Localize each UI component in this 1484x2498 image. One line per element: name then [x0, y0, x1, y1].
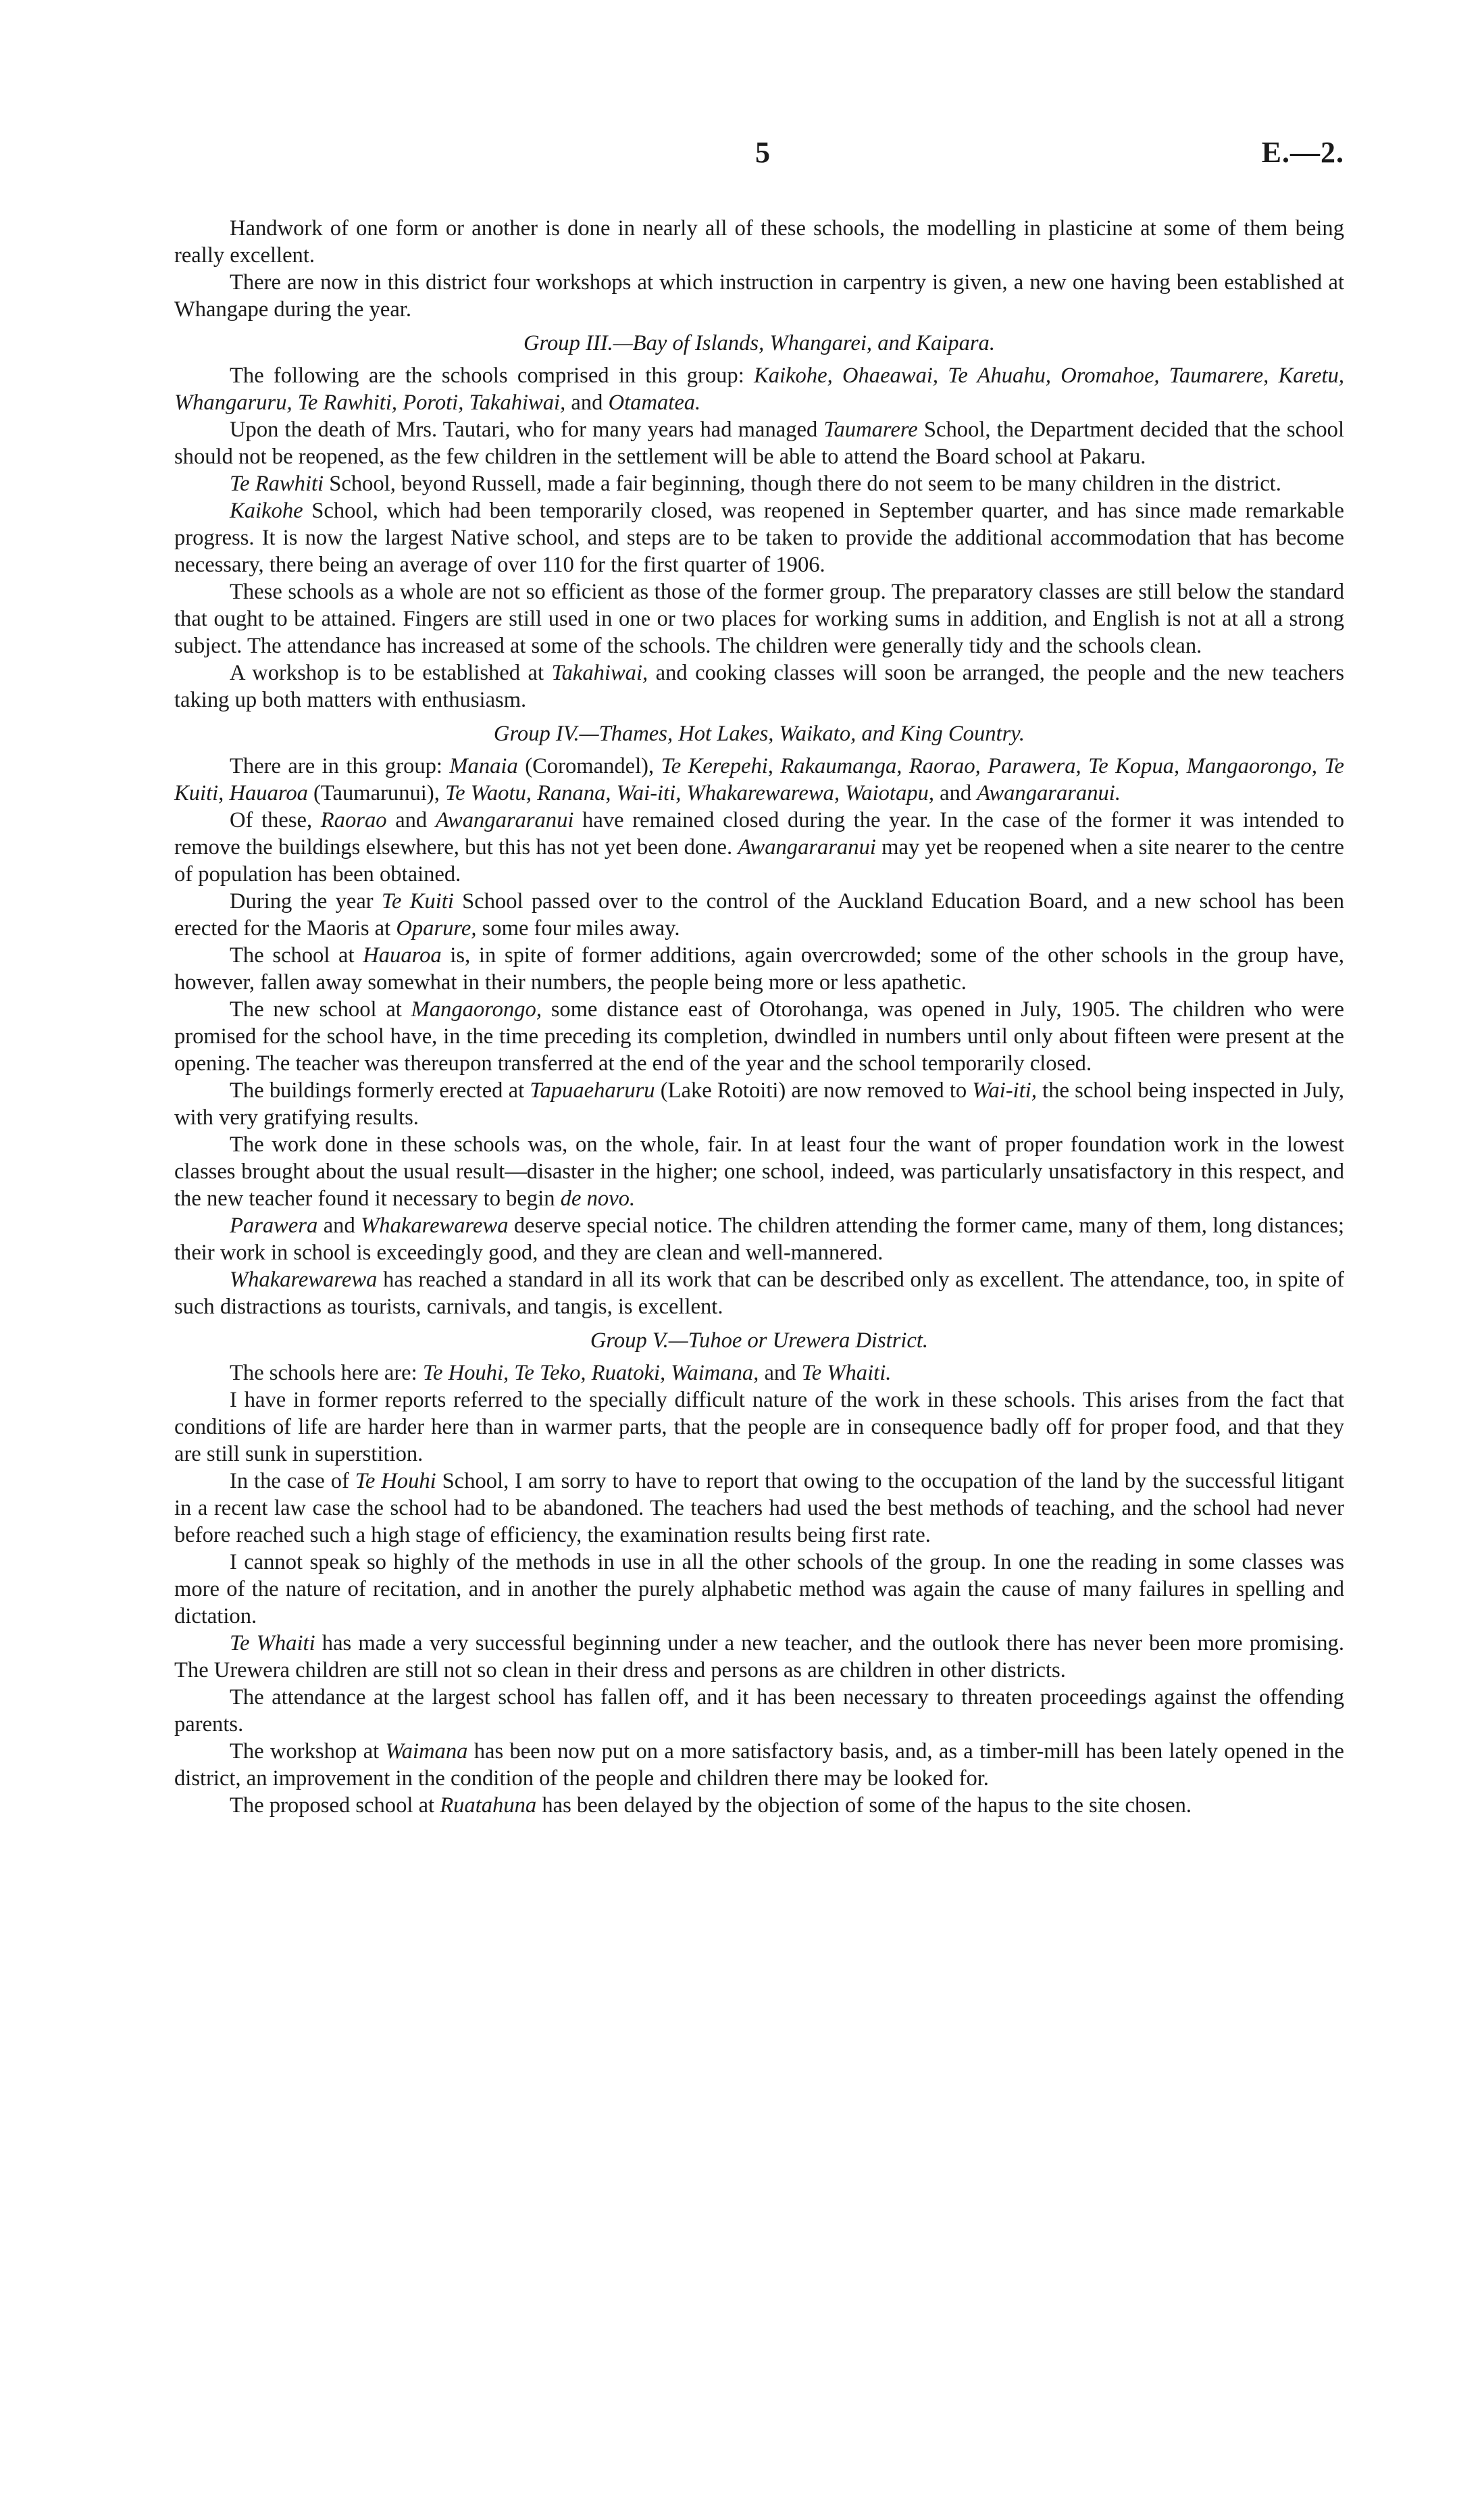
text-run: (Coromandel), — [517, 754, 661, 778]
body-paragraph — [174, 1387, 1344, 1468]
document-reference: E.—2. — [1261, 136, 1344, 169]
text-run: deserve special notice. The children attending the former came, many of them, long distances; their work in school is exceedingly good, and they are clean and well-mannered. — [174, 1214, 1345, 1265]
italic-text-run: Awangararanui — [435, 808, 574, 832]
body-paragraph — [174, 942, 1344, 996]
body-paragraph — [174, 1212, 1344, 1266]
text-run: I cannot speak so highly of the methods in use in all the other schools of the group. In one the reading in some classes was more of the nature of recitation, and in another the purely alphabetic method was again the cause of many failures in spelling and dictation. — [174, 1550, 1344, 1628]
italic-text-run: Kaikohe — [230, 499, 303, 523]
italic-text-run: Te Waotu, Ranana, Wai-iti, Whakarewarewa, Waiotapu, — [444, 781, 934, 805]
italic-text-run: Te Houhi, Te Teko, Ruatoki, Waimana, — [422, 1361, 759, 1385]
page-number: 5 — [755, 136, 770, 169]
section-heading: Group IV.—Thames, Hot Lakes, Waikato, and King Country. — [493, 722, 1025, 746]
text-run: and — [317, 1214, 361, 1238]
text-run: The attendance at the largest school has fallen off, and it has been necessary to threaten proceedings against the offending parents. — [174, 1685, 1344, 1737]
text-run: Of these, — [230, 808, 321, 832]
text-run: (Lake Rotoiti) are now removed to — [655, 1078, 973, 1103]
italic-text-run: Takahiwai, — [551, 661, 648, 685]
italic-text-run: Wai-iti, — [972, 1078, 1037, 1103]
italic-text-run: Taumarere — [823, 418, 918, 442]
body-paragraph — [174, 578, 1344, 659]
text-run: The following are the schools comprised in this group: — [230, 364, 754, 388]
text-run: The schools here are: — [230, 1361, 423, 1385]
text-run: and — [565, 391, 609, 415]
italic-text-run: Te Kuiti — [381, 889, 454, 914]
body-paragraph — [174, 470, 1344, 497]
text-run: has reached a standard in all its work that can be described only as excellent. The attendance, too, in spite of such distractions as tourists, carnivals, and tangis, is excellent. — [174, 1268, 1344, 1319]
italic-text-run: Te Whaiti — [230, 1631, 315, 1655]
text-run: The buildings formerly erected at — [230, 1078, 530, 1103]
italic-text-run: Te Rawhiti — [230, 472, 324, 496]
text-run: is, in spite of former additions, again overcrowded; some of the other schools in the group have, however, fallen away somewhat in their numbers, the people being more or less apathetic. — [174, 943, 1344, 995]
text-run: During the year — [230, 889, 382, 914]
text-run: The workshop at — [230, 1739, 386, 1764]
body-paragraph — [174, 1359, 1344, 1387]
text-run: have remained closed during the year. In the case of the former it was intended to remove the buildings elsewhere, but this has not yet been done. — [174, 808, 1345, 859]
body-paragraph — [174, 215, 1344, 269]
italic-text-run: Waimana — [385, 1739, 468, 1764]
italic-text-run: Oparure, — [396, 916, 477, 941]
italic-text-run: Te Whaiti. — [801, 1361, 892, 1385]
body-paragraph — [174, 888, 1344, 942]
italic-text-run: Parawera — [230, 1214, 318, 1238]
body-paragraph — [174, 753, 1344, 807]
italic-text-run: Whakarewarewa — [230, 1268, 378, 1292]
italic-text-run: Mangaorongo, — [411, 997, 542, 1022]
text-run: and — [933, 781, 977, 805]
text-run: The work done in these schools was, on the whole, fair. In at least four the want of proper foundation work in the lowest classes brought about the usual result—disaster in the higher; one school, indeed, was particularly unsatisfactory in this respect, and the new teacher found it necessary to begin — [174, 1132, 1344, 1211]
section-heading: Group V.—Tuhoe or Urewera District. — [590, 1328, 929, 1353]
section-heading: Group III.—Bay of Islands, Whangarei, and Kaipara. — [523, 331, 995, 355]
italic-text-run: Manaia — [449, 754, 518, 778]
text-run: There are in this group: — [230, 754, 450, 778]
text-run: School, the Department decided that the school should not be reopened, as the few children in the settlement will be able to attend the Board school at Pakaru. — [174, 418, 1344, 469]
italic-text-run: Whakarewarewa — [361, 1214, 509, 1238]
body-paragraph — [174, 269, 1344, 323]
text-run: I have in former reports referred to the specially difficult nature of the work in these schools. This arises from the fact that conditions of life are harder here than in warmer parts, that the people are in consequence badly off for proper food, and that they are still sunk in superstition. — [174, 1388, 1344, 1466]
report-body — [174, 215, 1344, 1819]
text-run: some four miles away. — [476, 916, 680, 941]
page-header — [174, 135, 1344, 182]
italic-text-run: Hauaroa — [363, 943, 442, 968]
body-paragraph — [174, 1792, 1344, 1819]
italic-text-run: Awangararanui — [738, 835, 876, 859]
italic-text-run: Raorao — [320, 808, 387, 832]
body-paragraph — [174, 1684, 1344, 1738]
text-run: These schools as a whole are not so efficient as those of the former group. The preparatory classes are still below the standard that ought to be attained. Fingers are still used in one or two places for working sums in addition, and English is not at all a strong subject. The attendance has increased at some of the schools. The children were generally tidy and the schools clean. — [174, 580, 1344, 658]
body-paragraph — [174, 1266, 1344, 1320]
text-run: may yet be reopened when a site nearer to the centre of population has been obtained. — [174, 835, 1344, 886]
document-page — [174, 135, 1344, 1819]
text-run: has made a very successful beginning under a new teacher, and the outlook there has never been more promising. The Urewera children are still not so clean in their dress and persons as are children in other districts. — [174, 1631, 1344, 1682]
text-run: has been delayed by the objection of some of the hapus to the site chosen. — [536, 1793, 1192, 1818]
body-paragraph — [174, 807, 1344, 888]
body-paragraph — [174, 1468, 1344, 1549]
text-run: A workshop is to be established at — [230, 661, 552, 685]
text-run: In the case of — [230, 1469, 355, 1493]
italic-text-run: Awangararanui. — [977, 781, 1121, 805]
text-run: School, which had been temporarily closed, was reopened in September quarter, and has since made remarkable progress. It is now the largest Native school, and steps are to be taken to provide the additional accommodation that has become necessary, there being an average of over 110 for the first quarter of 1906. — [174, 499, 1344, 577]
body-paragraph — [174, 1738, 1344, 1792]
body-paragraph — [174, 497, 1344, 578]
italic-text-run: Kaikohe, Ohaeawai, Te Ahuahu, Oromahoe, Taumarere, Karetu, Whangaruru, Te Rawhiti, Poroti, Takahiwai, — [174, 364, 1345, 415]
text-run: There are now in this district four workshops at which instruction in carpentry is given, a new one having been established at Whangape during the year. — [174, 270, 1344, 322]
text-run: and — [759, 1361, 802, 1385]
text-run: School passed over to the control of the Auckland Education Board, and a new school has been erected for the Maoris at — [174, 889, 1344, 941]
text-run: some distance east of Otorohanga, was opened in July, 1905. The children who were promised for the school have, in the time preceding its completion, dwindled in numbers until only about fifteen were present at the opening. The teacher was thereupon transferred at the end of the year and the school temporarily closed. — [174, 997, 1344, 1076]
body-paragraph — [174, 1630, 1344, 1684]
text-run: Upon the death of Mrs. Tautari, who for many years had managed — [230, 418, 824, 442]
body-paragraph — [174, 996, 1344, 1077]
text-run: has been now put on a more satisfactory basis, and, as a timber-mill has been lately opened in the district, an improvement in the condition of the people and children there may be looked for. — [174, 1739, 1344, 1791]
text-run: and — [386, 808, 436, 832]
italic-text-run: Tapuaeharuru — [530, 1078, 655, 1103]
text-run: The proposed school at — [230, 1793, 440, 1818]
italic-text-run: de novo. — [560, 1186, 636, 1211]
body-paragraph — [174, 362, 1344, 416]
text-run: Handwork of one form or another is done in nearly all of these schools, the modelling in plasticine at some of them being really excellent. — [174, 216, 1344, 268]
text-run: The school at — [230, 943, 363, 968]
italic-text-run: Ruatahuna — [440, 1793, 537, 1818]
text-run: and cooking classes will soon be arranged, the people and the new teachers taking up both matters with enthusiasm. — [174, 661, 1344, 712]
text-run: The new school at — [230, 997, 411, 1022]
italic-text-run: Te Houhi — [355, 1469, 436, 1493]
italic-text-run: Otamatea. — [608, 391, 701, 415]
body-paragraph — [174, 1131, 1344, 1212]
text-run: School, I am sorry to have to report that owing to the occupation of the land by the successful litigant in a recent law case the school had to be abandoned. The teachers had used the best methods of teaching, and the school had never before reached such a high stage of efficiency, the examination results being first rate. — [174, 1469, 1344, 1547]
text-run: School, beyond Russell, made a fair beginning, though there do not seem to be many children in the district. — [324, 472, 1281, 496]
body-paragraph — [174, 1549, 1344, 1630]
text-run: the school being inspected in July, with very gratifying results. — [174, 1078, 1344, 1130]
body-paragraph — [174, 1077, 1344, 1131]
body-paragraph — [174, 659, 1344, 714]
body-paragraph — [174, 416, 1344, 470]
text-run: (Taumarunui), — [307, 781, 445, 805]
italic-text-run: Te Kerepehi, Rakaumanga, Raorao, Parawera, Te Kopua, Mangaorongo, Te Kuiti, Hauaroa — [174, 754, 1344, 805]
